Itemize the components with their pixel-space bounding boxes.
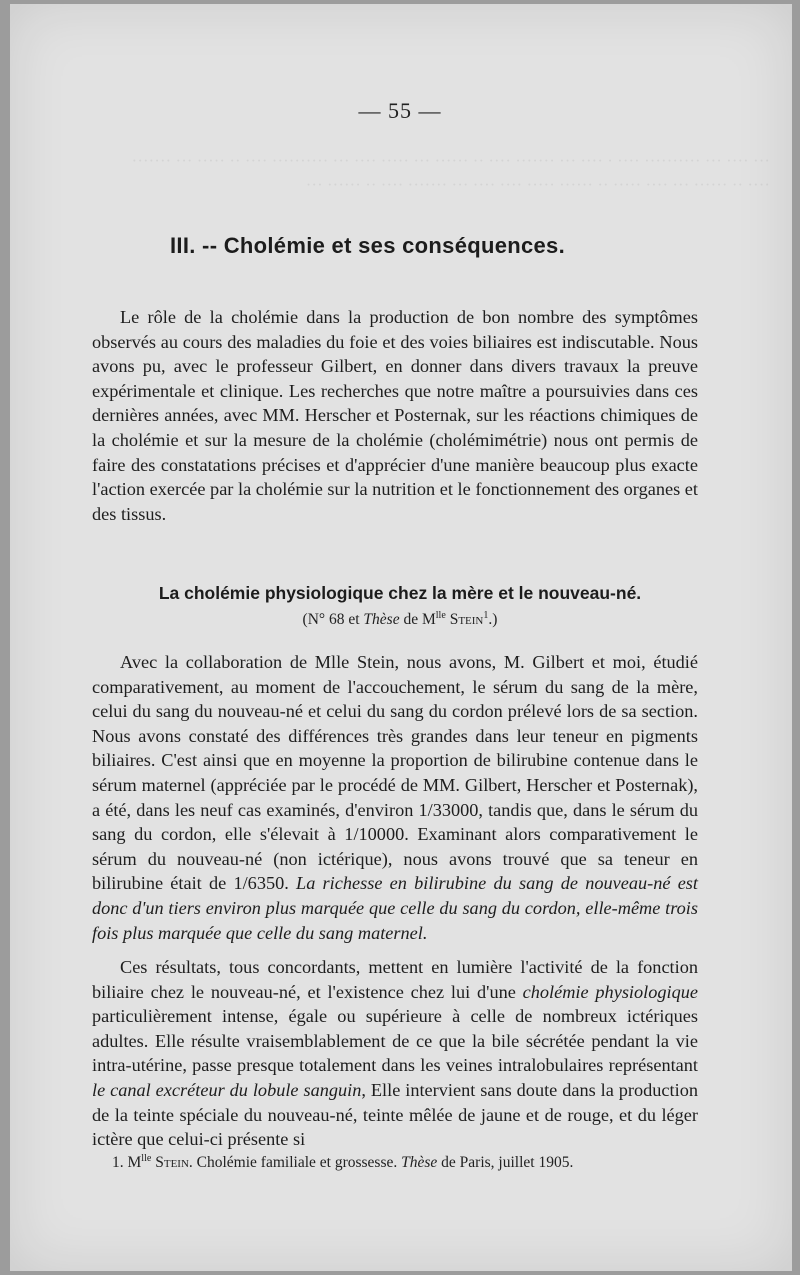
paragraph-3-part-2: particulièrement intense, égale ou supérieure à celle de nombreux ictériques adultes. Elle résulte vraisemblablement de ce que la bile sécrétée pendant la vie intra-utérine, passe presque totalement dans les veines intralobulaires représentant — [92, 1006, 698, 1076]
paragraph-3-italic-1: cholémie physiologique — [522, 981, 698, 1002]
citation-open: (N° 68 et — [302, 611, 364, 628]
show-through-text: ··· ···· ··· ·········· ···· · ···· ··· ······· ···· ·· ······ ··· ····· ···· ··· ·········· ···· ·· ····· ··· ······· ···· ·· ······ ··· ···· ····· ·· ······ ····· ···· ···· ··· ······· ···· ·· ······ ··· — [131, 151, 770, 194]
citation — [0, 611, 800, 629]
paragraph-3-part-1: Ces résultats, tous concordants, mettent en lumière l'activité de la fonction biliaire chez le nouveau-né, et l'existence chez lui d'une — [92, 957, 698, 1002]
citation-de: de M — [399, 611, 436, 628]
footnote-mlle-sup: lle — [141, 1152, 152, 1164]
footnote-reference: 1 — [483, 609, 489, 621]
citation-close: .) — [488, 611, 498, 628]
paragraph-3 — [92, 955, 698, 1152]
footnote-author: Stein — [155, 1154, 189, 1171]
paragraph-1: Le rôle de la cholémie dans la production de bon nombre des symptômes observés au cours des maladies du foie et des voies biliaires est indiscutable. Nous avons pu, avec le professeur Gilbert, en donner dans divers travaux la preuve expérimentale et clinique. Les recherches que notre maître a poursuivies dans ces dernières années, avec MM. Herscher et Posternak, sur les réactions chimiques de la cholémie et sur la mesure de la cholémie (cholémimétrie) nous ont permis de faire des constatations précises et d'apprécier d'une manière beaucoup plus exacte l'action exercée par la cholémie sur la nutrition et le fonctionnement des organes et des tissus. — [92, 307, 698, 524]
page-number: — 55 — — [358, 98, 442, 123]
paragraph-2-text: Avec la collaboration de Mlle Stein, nous avons, M. Gilbert et moi, étudié comparativement, au moment de l'accouchement, le sérum du sang de la mère, celui du sang du nouveau-né et celui du sang du cordon prélevé lors de sa section. Nous avons constaté des différences très grandes dans leur teneur en pigments biliaires. C'est ainsi que en moyenne la proportion de bilirubine contenue dans le sérum maternel (appréciée par le procédé de MM. Gilbert, Herscher et Posternak), a été, dans les neuf cas examinés, d'environ 1/33000, tandis que, dans le sérum du sang du cordon, elle s'élevait à 1/10000. Examinant alors comparativement le sérum du nouveau-né (non ictérique), nous avons trouvé que sa teneur en bilirubine était de 1/6350. — [92, 652, 698, 894]
footnote-title: . Cholémie familiale et grossesse. — [188, 1154, 402, 1171]
citation-name: Stein — [449, 611, 484, 628]
subsection-title: La cholémie physiologique chez la mère et le nouveau-né. — [158, 583, 642, 603]
citation-mlle-sup: lle — [435, 609, 446, 621]
footnote-these: Thèse — [401, 1154, 438, 1171]
paragraph-3-part-3: , Elle intervient sans doute dans la production de la teinte spéciale du nouveau-né, teinte mêlée de jaune et de rouge, et du léger ictère que celui-ci présente si — [92, 1079, 698, 1150]
footnote-number: 1. M — [112, 1154, 142, 1171]
paragraph-2 — [92, 650, 698, 945]
citation-these: Thèse — [363, 611, 400, 628]
section-title: III. -- Cholémie et ses conséquences. — [170, 233, 566, 258]
paragraph-3-italic-2: le canal excréteur du lobule sanguin — [92, 1079, 362, 1100]
footnote — [112, 1154, 573, 1172]
paragraph-2-italic: La richesse en bilirubine du sang de nouveau-né est donc d'un tiers environ plus marquée que celle du sang du cordon, elle-même trois fois plus marquée que celle du sang maternel. — [92, 873, 698, 943]
footnote-end: de Paris, juillet 1905. — [437, 1154, 574, 1171]
